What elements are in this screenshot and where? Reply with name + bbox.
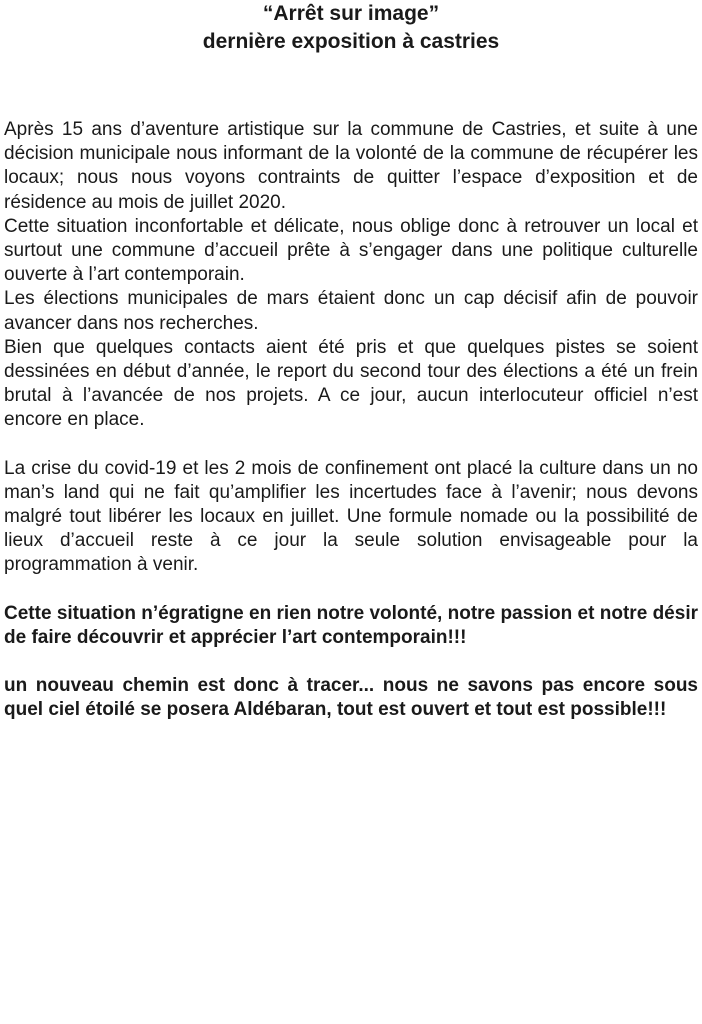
- body-text: [4, 118, 698, 722]
- bold-paragraph: Cette situation n’égratigne en rien notre volonté, notre passion et notre désir de faire découvrir et apprécier l’art contemporain!!!: [4, 602, 698, 648]
- paragraph: Après 15 ans d’aventure artistique sur la commune de Castries, et suite à une décision municipale nous informant de la volonté de la commune de récupérer les locaux; nous nous voyons contraints de quitter l’espace d’exposition et de résidence au mois de juillet 2020.: [4, 119, 698, 213]
- bold-paragraph: un nouveau chemin est donc à tracer... nous ne savons pas encore sous quel ciel étoilé se posera Aldébaran, tout est ouvert et tout est possible!!!: [4, 675, 698, 721]
- paragraph: Les élections municipales de mars étaient donc un cap décisif afin de pouvoir avancer dans nos recherches.: [4, 288, 698, 334]
- paragraph: Bien que quelques contacts aient été pris et que quelques pistes se soient dessinées en début d’année, le report du second tour des élections a été un frein brutal à l’avancée de nos projets. A ce jour, aucun interlocuteur officiel n’est encore en place.: [4, 336, 698, 431]
- page-title: [0, 0, 702, 56]
- title-line-1: “Arrêt sur image”: [262, 2, 440, 25]
- paragraph: La crise du covid-19 et les 2 mois de confinement ont placé la culture dans un no man’s land qui ne fait qu’amplifier les incertudes face à l’avenir; nous devons malgré tout libérer les locaux en juillet. Une formule nomade ou la possibilité de lieux d’accueil reste à ce jour la seule solution envisageable pour la programmation à venir.: [4, 457, 698, 576]
- title-line-2: dernière exposition à castries: [202, 30, 500, 53]
- spacer: [4, 433, 698, 457]
- spacer: [4, 650, 698, 674]
- spacer: [4, 578, 698, 602]
- paragraph: Cette situation inconfortable et délicate, nous oblige donc à retrouver un local et surtout une commune d’accueil prête à s’engager dans une politique culturelle ouverte à l’art contemporain.: [4, 215, 698, 286]
